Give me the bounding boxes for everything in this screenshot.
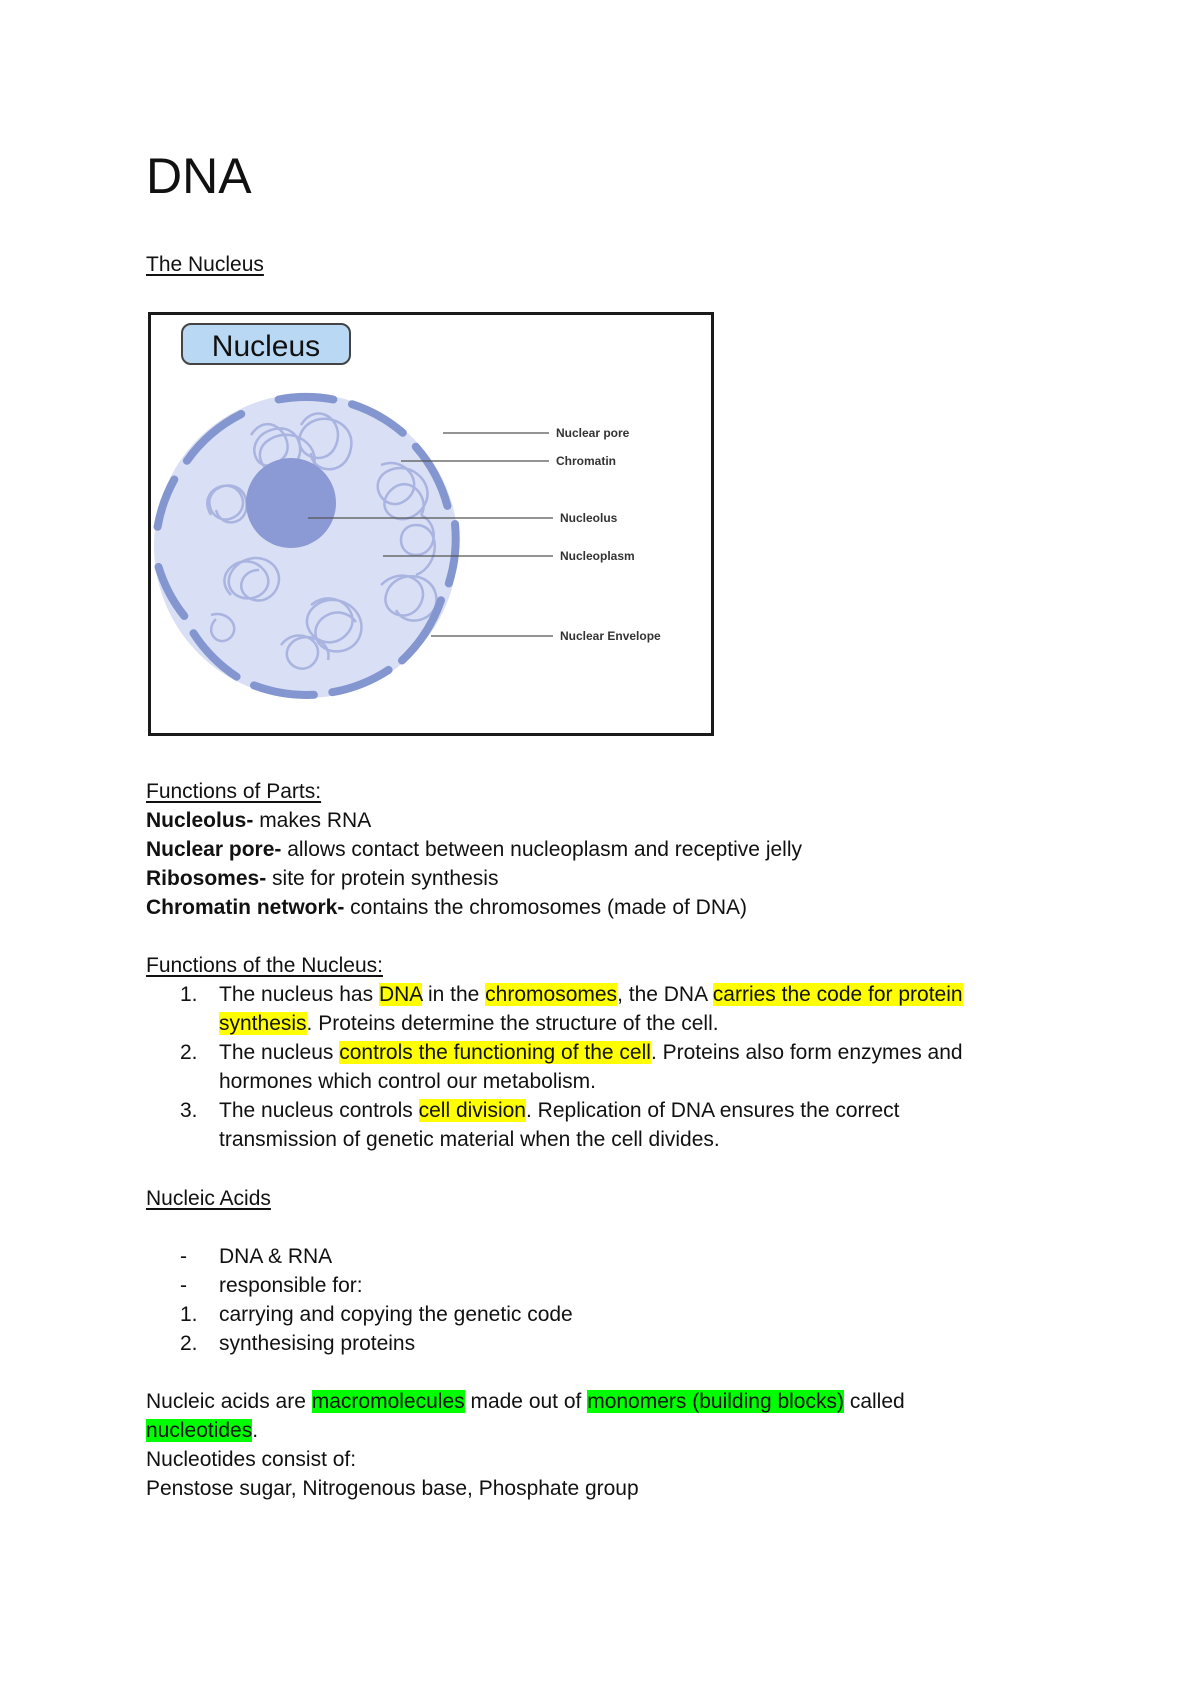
label-nucleoplasm: Nucleoplasm — [560, 549, 635, 563]
list-item: responsible for: — [219, 1274, 363, 1297]
function-item-2-line-1: The nucleus controls the functioning of the cell. Proteins also form enzymes and — [219, 1041, 963, 1064]
bullet-marker: - — [180, 1274, 187, 1297]
list-number: 1. — [180, 1303, 198, 1326]
bullet-marker: - — [180, 1245, 187, 1268]
nucleolus — [246, 458, 336, 548]
list-number: 2. — [180, 1041, 198, 1064]
figure-title: Nucleus — [211, 330, 321, 363]
list-number: 3. — [180, 1099, 198, 1122]
heading-functions-of-nucleus: Functions of the Nucleus: — [146, 954, 383, 977]
nucleus-illustration — [151, 315, 711, 733]
part-ribosomes: Ribosomes- site for protein synthesis — [146, 867, 499, 890]
function-item-3-line-1: The nucleus controls cell division. Replication of DNA ensures the correct — [219, 1099, 900, 1122]
list-number: 1. — [180, 983, 198, 1006]
function-item-2-line-2: hormones which control our metabolism. — [219, 1070, 596, 1093]
list-item: synthesising proteins — [219, 1332, 416, 1355]
function-item-3-line-2: transmission of genetic material when the cell divides. — [219, 1128, 720, 1151]
part-nuclear-pore: Nuclear pore- allows contact between nucleoplasm and receptive jelly — [146, 838, 802, 861]
nucleus-diagram — [148, 312, 714, 736]
list-item: DNA & RNA — [219, 1245, 333, 1268]
heading-nucleic-acids: Nucleic Acids — [146, 1187, 271, 1210]
label-nuclear-pore: Nuclear pore — [556, 426, 630, 440]
function-item-1-line-1: The nucleus has DNA in the chromosomes, the DNA carries the code for protein — [219, 983, 963, 1006]
label-nuclear-envelope: Nuclear Envelope — [560, 629, 661, 643]
page-title: DNA — [146, 148, 252, 204]
list-item: carrying and copying the genetic code — [219, 1303, 573, 1326]
nucleic-acids-paragraph-line-1: Nucleic acids are macromolecules made out of monomers (building blocks) called — [146, 1390, 905, 1413]
section-heading-nucleus: The Nucleus — [146, 253, 264, 276]
nucleotide-components-line: Penstose sugar, Nitrogenous base, Phosphate group — [146, 1477, 639, 1500]
list-number: 2. — [180, 1332, 198, 1355]
nucleotides-consist-line: Nucleotides consist of: — [146, 1448, 357, 1471]
nucleic-acids-paragraph-line-2: nucleotides. — [146, 1419, 259, 1442]
function-item-1-line-2: synthesis. Proteins determine the structure of the cell. — [219, 1012, 719, 1035]
heading-functions-of-parts: Functions of Parts: — [146, 780, 322, 803]
part-chromatin-network: Chromatin network- contains the chromosomes (made of DNA) — [146, 896, 748, 919]
label-chromatin: Chromatin — [556, 454, 616, 468]
label-nucleolus: Nucleolus — [560, 511, 618, 525]
part-nucleolus: Nucleolus- makes RNA — [146, 809, 372, 832]
